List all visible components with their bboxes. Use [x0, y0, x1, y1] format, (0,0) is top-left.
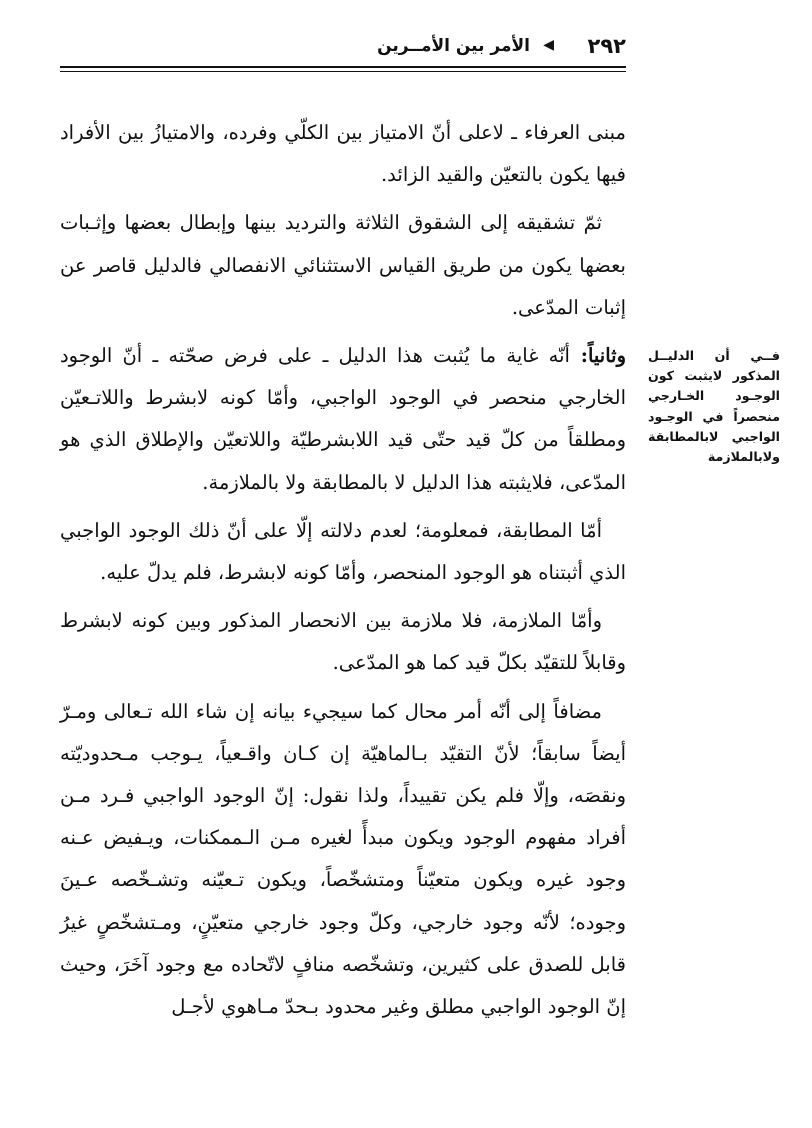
page-number: ٢٩٢	[587, 34, 626, 58]
paragraph	[60, 335, 626, 504]
paragraph-text: مضافاً إلى أنّه أمر محال كما سيجيء بيانه إن شاء الله تـعالى ومـرّ أيضاً سابقاً؛ لأنّ التقيّد بـالماهيّة إن كـان واقـعياً، يـوجب مـحدوديّته ونقصَه، وإلّا فلم يكن تقييداً، ولذا نقول: إنّ الوجود الواجبي فـرد مـن أفراد مفهوم الوجود ويكون مبدأً لغيره مـن الـممكنات، ويـفيض عـنه وجود غيره ويكون متعيّناً ومتشخّصاً، ويكون تـعيّنه وتشـخّصه عـينَ وجوده؛ لأنّه وجود خارجي، وكلّ وجود خارجي متعيّنٍ، ومـتشخّصٍ غيرُ قابل للصدق على كثيرين، وتشخّصه منافٍ لاتّحاده مع وجود آخَرَ، وحيث إنّ الوجود الواجبي مطلق وغير محدود بـحدّ مـاهوي لأجـل	[60, 699, 626, 1019]
margin-note: فــي أن الدليــل المذكور لايثبت كون الوجـود الخـارجي منحصراً في الوجـود الواجبي لابالمطابقة ولابالملازمة	[648, 348, 780, 465]
running-title: الأمر بين الأمــرين	[377, 36, 530, 56]
paragraph	[60, 600, 626, 684]
paragraph-text: أنّه غاية ما يُثبت هذا الدليل ـ على فرض صحّته ـ أنّ الوجود الخارجي منحصر في الوجود الواجبي، وأمّا كونه لابشرط واللاتـعيّن ومطلقاً من كلّ قيد حتّى قيد اللابشرطيّة واللاتعيّن والإطلاق الذي هو المدّعى، فلايثبته هذا الدليل لا بالمطابقة ولا بالملازمة.	[60, 344, 626, 494]
paragraph	[60, 112, 626, 196]
header-rule-thick	[60, 66, 626, 68]
paragraph	[60, 510, 626, 594]
paragraph-text: أمّا المطابقة، فمعلومة؛ لعدم دلالته إلّا على أنّ ذلك الوجود الواجبي الذي أثبتناه هو الوجود المنحصر، وأمّا كونه لابشرط، فلم يدلّ عليه.	[60, 518, 626, 585]
main-text	[60, 112, 626, 1028]
paragraph-text: وأمّا الملازمة، فلا ملازمة بين الانحصار المذكور وبين كونه لابشرط وقابلاً للتقيّد بكلّ قيد كما هو المدّعى.	[60, 609, 626, 675]
paragraph-lead: وثانياً:	[569, 344, 627, 368]
paragraph	[60, 202, 626, 329]
header-rule-thin	[60, 71, 626, 72]
running-header	[60, 28, 626, 68]
paragraph	[60, 691, 626, 1029]
paragraph-text: مبنى العرفاء ـ لاعلى أنّ الامتياز بين الكلّي وفرده، والامتيازُ بين الأفراد فيها يكون بالتعيّن والقيد الزائد.	[60, 121, 626, 187]
header-arrow-icon: ◀	[543, 37, 554, 53]
paragraph-text: ثمّ تشقيقه إلى الشقوق الثلاثة والترديد بينها وإبطال بعضها وإثـبات بعضها يكون من طريق القياس الاستثنائي الانفصالي فالدليل قاصر عن إثبات المدّعى.	[60, 211, 626, 319]
